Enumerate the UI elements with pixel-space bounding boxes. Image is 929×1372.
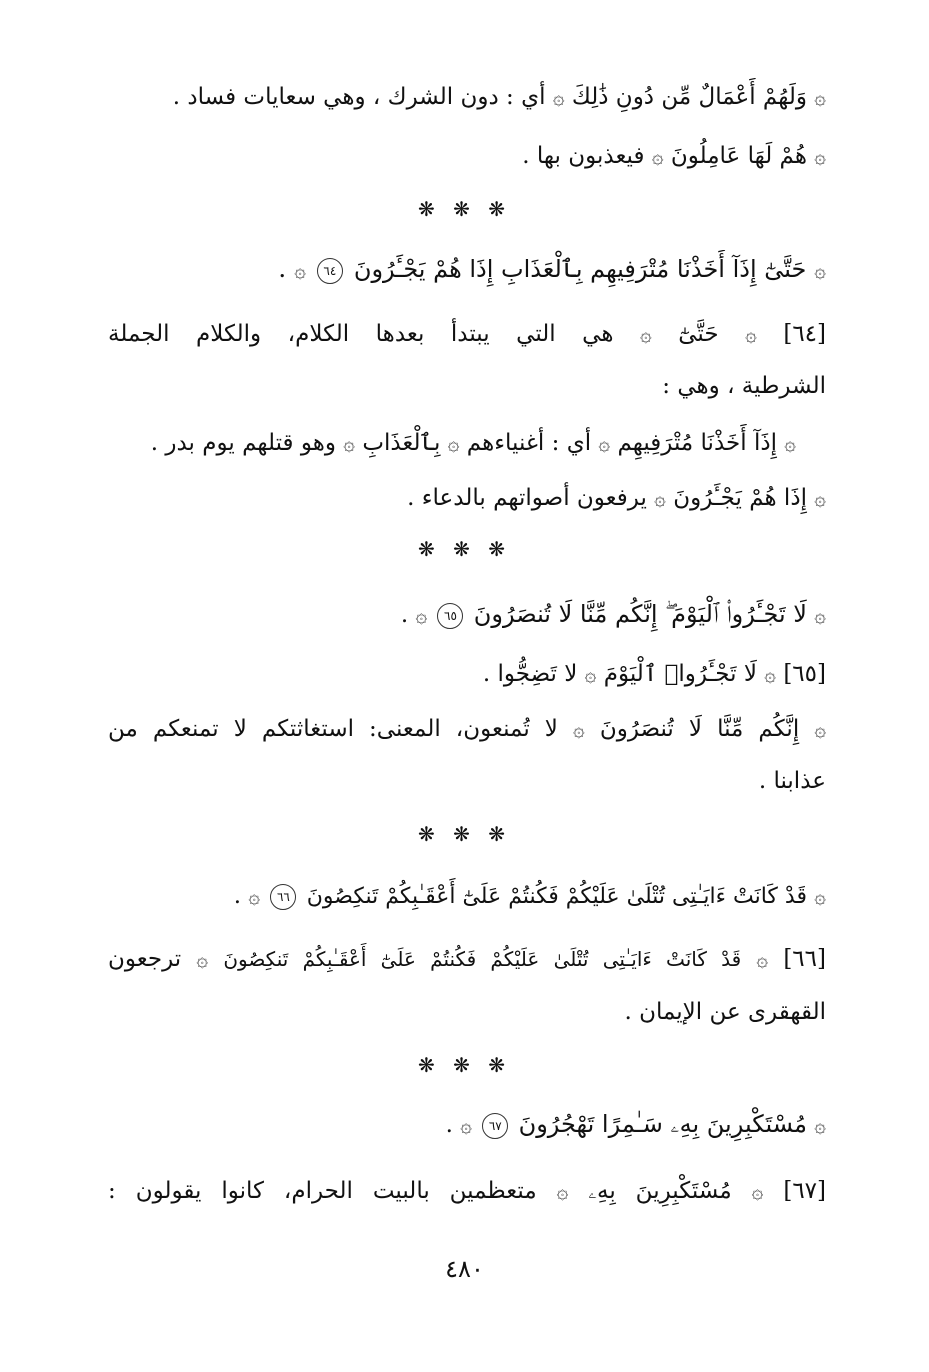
commentary-line [759, 762, 826, 802]
commentary-text: أي : أغنياءهم [466, 430, 592, 456]
quran-open-ornament: ۞ [751, 1179, 764, 1203]
quran-close-ornament: ۞ [573, 717, 585, 741]
quran-open-ornament: ۞ [814, 85, 826, 109]
commentary-text: لا تَضِجُّوا . [482, 661, 578, 687]
verse-line [278, 250, 826, 290]
quran-open-ornament: ۞ [814, 717, 826, 741]
quran-quote: هُمْ لَهَا عَامِلُونَ [670, 143, 807, 169]
commentary-line [522, 137, 826, 177]
quran-close-ornament: ۞ [343, 431, 355, 455]
commentary-line [108, 940, 826, 980]
verse-line [446, 1105, 826, 1145]
page-number: ٤٨٠ [445, 1255, 484, 1283]
quran-quote: إِذَا هُمْ يَجْـَٔرُونَ [673, 485, 807, 511]
quran-close-ornament: ۞ [294, 258, 306, 282]
verse-end-punct: . [278, 254, 287, 283]
commentary-line [151, 424, 796, 464]
commentary-line [108, 315, 826, 355]
quran-close-ornament: ۞ [651, 144, 664, 168]
quran-quote: قَدْ كَانَتْ ءَايَـٰتِى تُتْلَىٰ عَلَيْكُمْ فَكُنتُمْ عَلَىٰٓ أَعْقَـٰبِكُمْ تَنكِصُونَ [223, 947, 742, 971]
ayah-number-marker: ٦٤ [317, 258, 343, 284]
quran-open-ornament: ۞ [814, 603, 826, 627]
commentary-line [624, 993, 826, 1033]
verse-end-punct: . [233, 883, 242, 909]
verse-number: [٦٤] [783, 321, 826, 347]
commentary-text: الشرطية ، وهي : [662, 373, 826, 399]
ayah-number-marker: ٦٦ [270, 884, 296, 910]
quran-quote: بِٱلْعَذَابِ [362, 430, 441, 456]
quran-close-ornament: ۞ [654, 486, 666, 510]
commentary-text: ترجعون [108, 946, 182, 972]
section-separator: ❋ ❋ ❋ [418, 822, 511, 846]
commentary-text: لا تُمنعون، المعنى: استغاثتكم لا تمنعكم من [108, 716, 558, 742]
verse-text: مُسْتَكْبِرِينَ بِهِۦ سَـٰمِرًا تَهْجُرُونَ [518, 1110, 807, 1138]
quran-close-ornament: ۞ [460, 1113, 472, 1137]
verse-text: قَدْ كَانَتْ ءَايَـٰتِى تُتْلَىٰ عَلَيْكُمْ فَكُنتُمْ عَلَىٰٓ أَعْقَـٰبِكُمْ تَنكِصُونَ [306, 884, 807, 909]
commentary-text: متعظمين بالبيت الحرام، كانوا يقولون : [108, 1178, 537, 1204]
verse-end-punct: . [445, 1112, 453, 1138]
commentary-line [662, 367, 826, 407]
quran-open-ornament: ۞ [784, 431, 796, 455]
quran-close-ornament: ۞ [598, 431, 611, 455]
quran-close-ornament: ۞ [196, 947, 209, 971]
ayah-number-marker: ٦٧ [482, 1113, 508, 1139]
quran-quote: مُسْتَكْبِرِينَ بِهِۦ [588, 1178, 732, 1204]
quran-close-ornament: ۞ [640, 322, 652, 346]
verse-text: حَتَّىٰٓ إِذَآ أَخَذْنَا مُتْرَفِيهِم بِٱلْعَذَابِ إِذَا هُمْ يَجْـَٔرُونَ [353, 255, 807, 283]
quran-close-ornament: ۞ [584, 662, 597, 686]
commentary-line [173, 78, 826, 118]
quran-open-ornament: ۞ [447, 431, 460, 455]
quran-open-ornament: ۞ [814, 884, 826, 908]
quran-quote: حَتَّىٰٓ [678, 321, 719, 347]
quran-open-ornament: ۞ [814, 258, 826, 282]
quran-close-ornament: ۞ [552, 85, 565, 109]
commentary-text: وهو قتلهم يوم بدر . [150, 430, 336, 456]
commentary-line [108, 710, 826, 750]
ayah-number-marker: ٦٥ [437, 603, 463, 629]
quran-quote: وَلَهُمْ أَعْمَالٌ مِّن دُونِ ذَٰلِكَ [571, 84, 807, 110]
verse-text: لَا تَجْـَٔرُوا۟ ٱلْيَوْمَ ۖ إِنَّكُم مِّنَّا لَا تُنصَرُونَ [473, 600, 807, 628]
quran-open-ornament: ۞ [814, 1113, 826, 1137]
quran-open-ornament: ۞ [814, 144, 826, 168]
quran-close-ornament: ۞ [415, 603, 428, 627]
verse-number: [٦٦] [783, 946, 826, 972]
commentary-text: عذابنا . [758, 768, 826, 794]
verse-end-punct: . [400, 602, 409, 628]
commentary-text: القهقرى عن الإيمان . [624, 999, 826, 1025]
quran-open-ornament: ۞ [814, 486, 826, 510]
commentary-text: فيعذبون بها . [522, 143, 645, 169]
commentary-text: أي : دون الشرك ، وهي سعايات فساد . [172, 84, 546, 110]
quran-quote: إِذَآ أَخَذْنَا مُتْرَفِيهِم [617, 430, 777, 456]
quran-quote: إِنَّكُم مِّنَّا لَا تُنصَرُونَ [599, 716, 800, 742]
quran-open-ornament: ۞ [764, 662, 776, 686]
commentary-text: هي التي يبتدأ بعدها الكلام، والكلام الجملة [108, 321, 614, 347]
section-separator: ❋ ❋ ❋ [418, 1053, 511, 1077]
quran-close-ornament: ۞ [556, 1179, 569, 1203]
section-separator: ❋ ❋ ❋ [418, 537, 511, 561]
commentary-line [483, 655, 826, 695]
quran-open-ornament: ۞ [756, 947, 769, 971]
verse-line [401, 595, 826, 635]
commentary-line [407, 479, 826, 519]
verse-line [234, 877, 826, 917]
quran-close-ornament: ۞ [248, 884, 261, 908]
verse-number: [٦٧] [783, 1178, 826, 1204]
commentary-text: يرفعون أصواتهم بالدعاء . [407, 485, 647, 511]
quran-open-ornament: ۞ [745, 322, 757, 346]
verse-number: [٦٥] [783, 661, 826, 687]
section-separator: ❋ ❋ ❋ [418, 197, 511, 221]
quran-quote: لَا تَجْـَٔرُوا۟ ٱلْيَوْمَ [603, 661, 757, 687]
commentary-line [108, 1172, 826, 1212]
